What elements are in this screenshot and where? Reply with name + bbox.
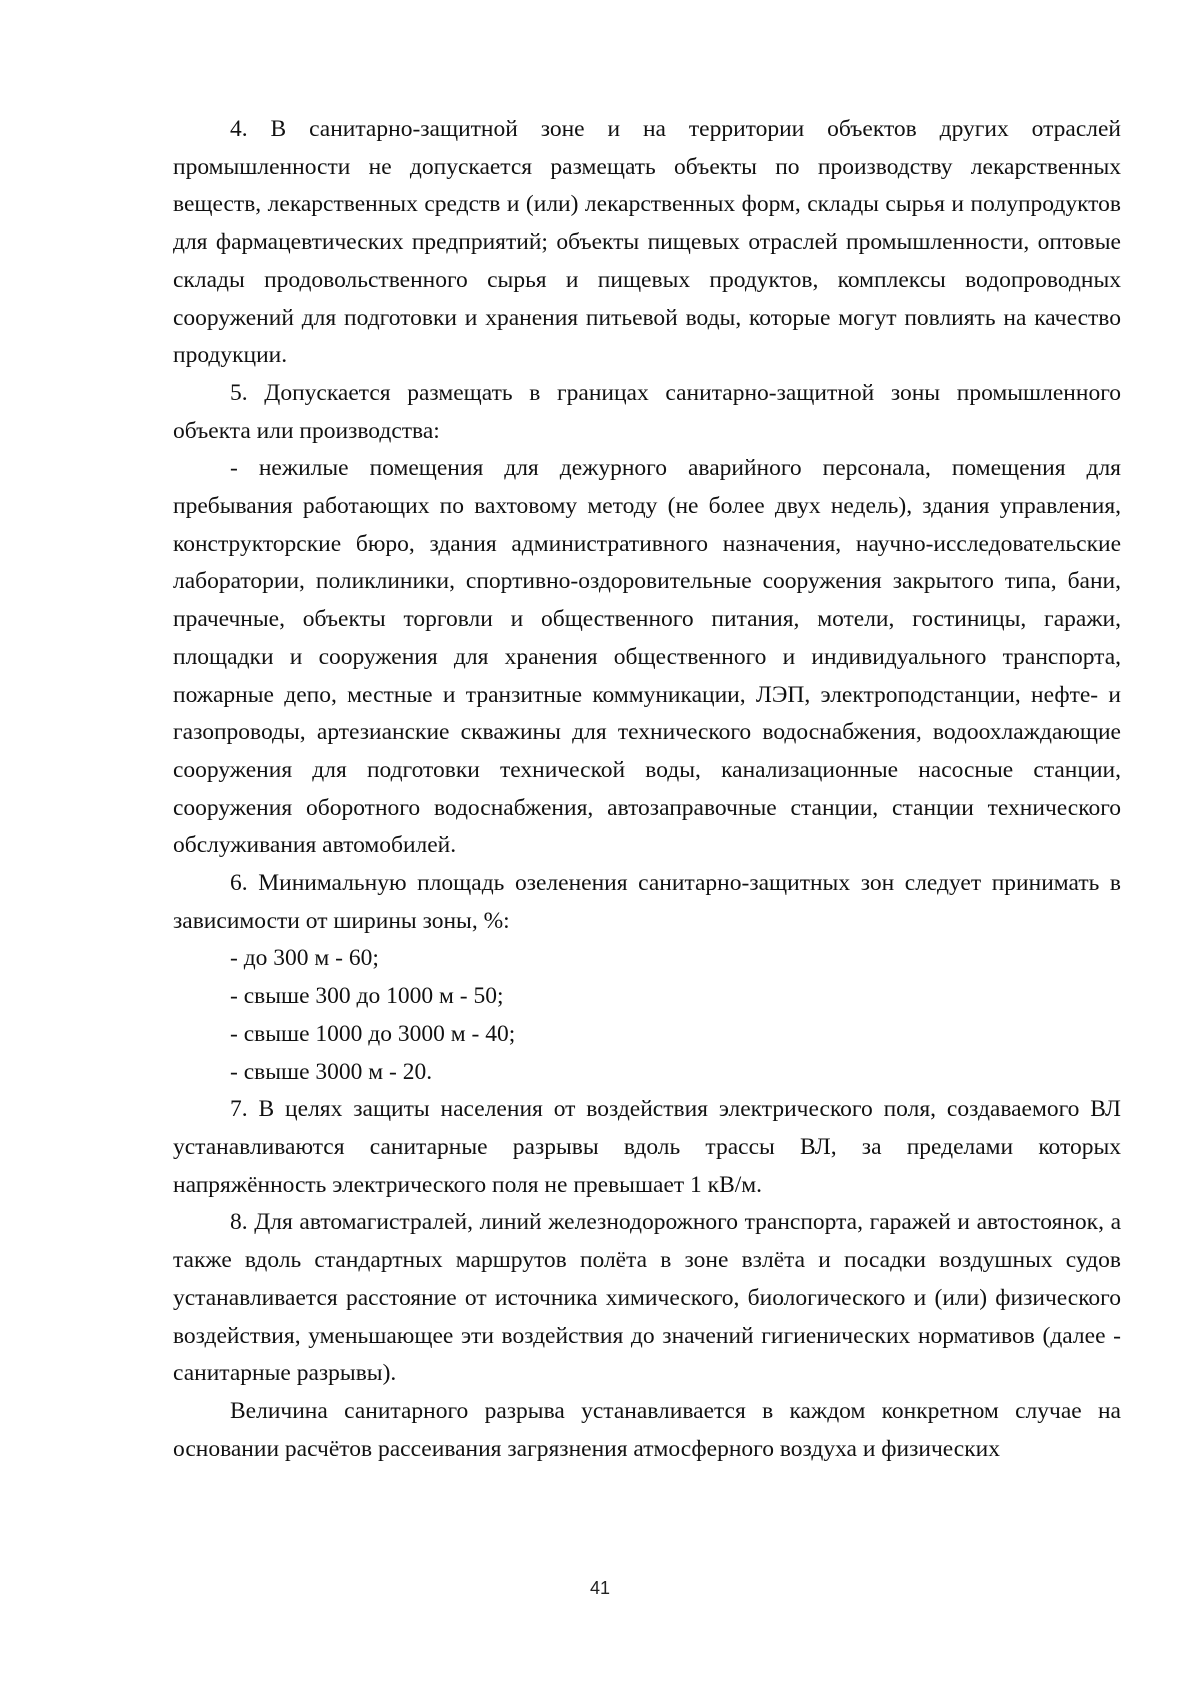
paragraph-4: 4. В санитарно-защитной зоне и на территории объектов других отраслей промышленности не допускается размещать объекты по производству лекарственных веществ, лекарственных средств и (или) лекарственных форм, склады сырья и полупродуктов для фармацевтических предприятий; объекты пищевых отраслей промышленности, оптовые склады продовольственного сырья и пищевых продуктов, комплексы водопроводных сооружений для подготовки и хранения питьевой воды, которые могут повлиять на качество продукции. (173, 116, 1121, 369)
paragraph-7: 7. В целях защиты населения от воздействия электрического поля, создаваемого ВЛ устанавливаются санитарные разрывы вдоль трассы ВЛ, за пределами которых напряжённость электрического поля не превышает 1 кВ/м. (173, 1096, 1121, 1198)
paragraph-5: 5. Допускается размещать в границах санитарно-защитной зоны промышленного объекта или производства: (173, 379, 1121, 444)
list-item: - свыше 1000 до 3000 м - 40; (230, 1020, 516, 1047)
paragraph-5-list: - нежилые помещения для дежурного аварийного персонала, помещения для пребывания работающих по вахтовому методу (не более двух недель), здания управления, конструкторские бюро, здания административного назначения, научно-исследовательские лаборатории, поликлиники, спортивно-оздоровительные сооружения закрытого типа, бани, прачечные, объекты торговли и общественного питания, мотели, гостиницы, гаражи, площадки и сооружения для хранения общественного и индивидуального транспорта, пожарные депо, местные и транзитные коммуникации, ЛЭП, электроподстанции, нефте- и газопроводы, артезианские скважины для технического водоснабжения, водоохлаждающие сооружения для подготовки технической воды, канализационные насосные станции, сооружения оборотного водоснабжения, автозаправочные станции, станции технического обслуживания автомобилей. (173, 455, 1121, 859)
document-page (173, 111, 1121, 1468)
list-item: - до 300 м - 60; (230, 945, 379, 972)
list-item: - свыше 3000 м - 20. (230, 1058, 433, 1085)
page-number: 41 (589, 1578, 611, 1598)
list-item: - свыше 300 до 1000 м - 50; (230, 983, 504, 1010)
paragraph-sanitary-gap: Величина санитарного разрыва устанавливается в каждом конкретном случае на основании расчётов рассеивания загрязнения атмосферного воздуха и физических (173, 1397, 1121, 1462)
paragraph-6: 6. Минимальную площадь озеленения санитарно-защитных зон следует принимать в зависимости от ширины зоны, %: (173, 870, 1121, 934)
paragraph-8: 8. Для автомагистралей, линий железнодорожного транспорта, гаражей и автостоянок, а также вдоль стандартных маршрутов полёта в зоне взлёта и посадки воздушных судов устанавливается расстояние от источника химического, биологического и (или) физического воздействия, уменьшающее эти воздействия до значений гигиенических нормативов (далее - санитарные разрывы). (173, 1209, 1121, 1387)
